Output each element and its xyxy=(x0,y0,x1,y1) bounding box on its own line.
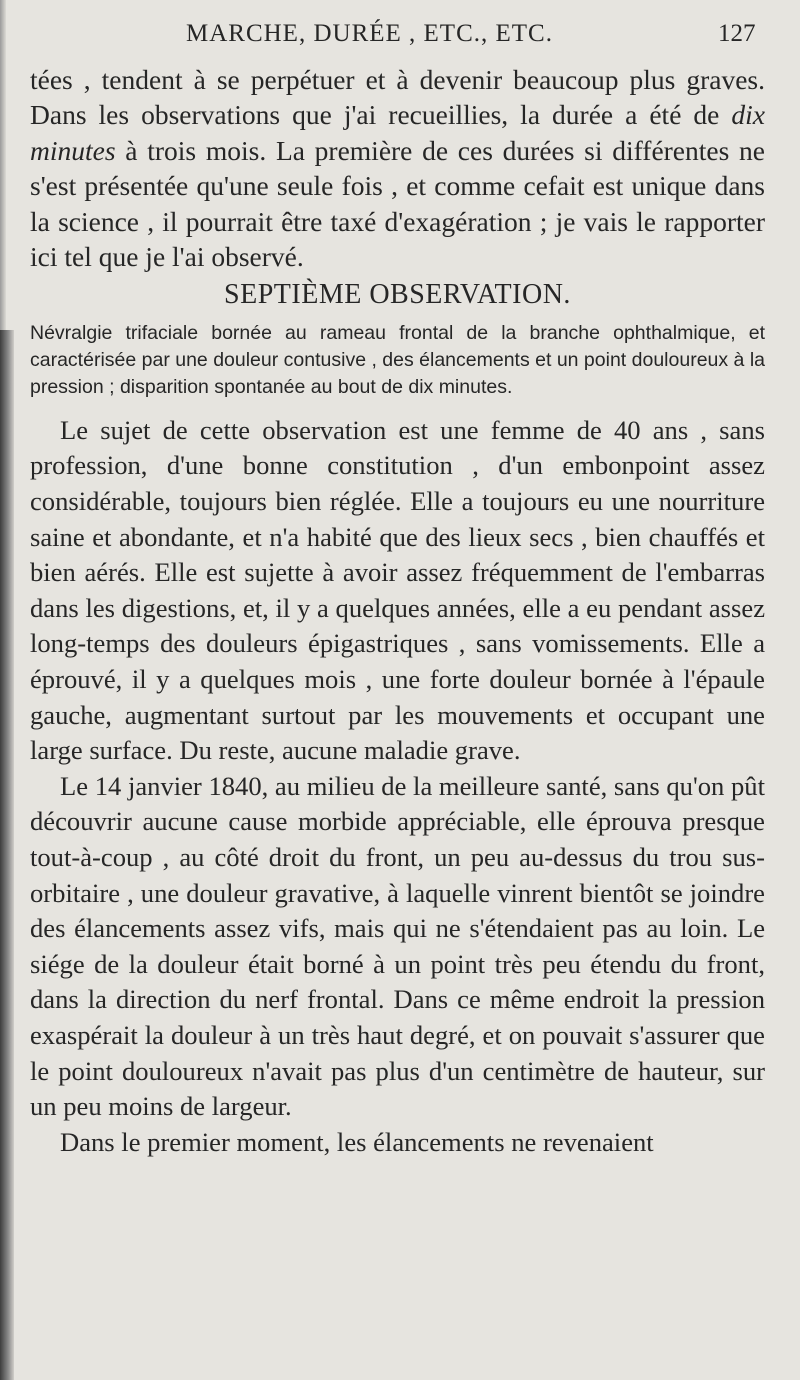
italic-phrase: dix minutes xyxy=(30,99,765,166)
page-number: 127 xyxy=(718,20,756,47)
text-block xyxy=(30,62,765,1160)
paragraph: Le 14 janvier 1840, au milieu de la meilleure santé, sans qu'on pût découvrir aucune cause morbide appréciable, elle éprouva presque tout-à-coup , au côté droit du front, un peu au-dessus du trou sus-orbitaire , une douleur gravative, à laquelle vinrent bientôt se joindre des élancements assez vifs, mais qui ne s'étendaient pas au loin. Le siége de la douleur était borné à un point très peu étendu du front, dans la direction du nerf frontal. Dans ce même endroit la pression exaspérait la douleur à un très haut degré, et on pouvait s'assurer que le point douloureux n'avait pas plus d'un centimètre de hauteur, sur un peu moins de largeur. xyxy=(30,770,765,1122)
observation-heading: SEPTIÈME OBSERVATION. xyxy=(224,279,571,311)
paragraph-continued xyxy=(30,62,765,274)
observation-summary: Névralgie trifaciale bornée au rameau frontal de la branche ophthalmique, et caractérisée par une douleur contusive , des élancements et un point douloureux à la pression ; disparition spontanée au bout de dix minutes. xyxy=(30,322,765,399)
paragraph: Dans le premier moment, les élancements ne revenaient xyxy=(60,1126,654,1157)
page-gutter-shadow xyxy=(0,330,14,1380)
paragraph-text: tées , tendent à se perpétuer et à devenir beaucoup plus graves. Dans les observations que j'ai recueillies, la durée a été de xyxy=(30,64,765,131)
paragraph-text: à trois mois. La première de ces durées si différentes ne s'est présentée qu'une seule fois , et comme cefait est unique dans la science , il pourrait être taxé d'exagération ; je vais le rapporter ici tel que je l'ai observé. xyxy=(30,134,765,273)
paragraph: Le sujet de cette observation est une femme de 40 ans , sans profession, d'une bonne constitution , d'un embonpoint assez considérable, toujours bien réglée. Elle a toujours eu une nourriture saine et abondante, et n'a habité que des lieux secs , bien chauffés et bien aérés. Elle est sujette à avoir assez fréquemment de l'embarras dans les digestions, et, il y a quelques années, elle a eu pendant assez long-temps des douleurs épigastriques , sans vomissements. Elle a éprouvé, il y a quelques mois , une forte douleur bornée à l'épaule gauche, augmentant surtout par les mouvements et occupant une large surface. Du reste, aucune maladie grave. xyxy=(30,414,765,766)
running-head-title: MARCHE, DURÉE , ETC., ETC. xyxy=(186,20,553,47)
running-head xyxy=(0,20,800,60)
